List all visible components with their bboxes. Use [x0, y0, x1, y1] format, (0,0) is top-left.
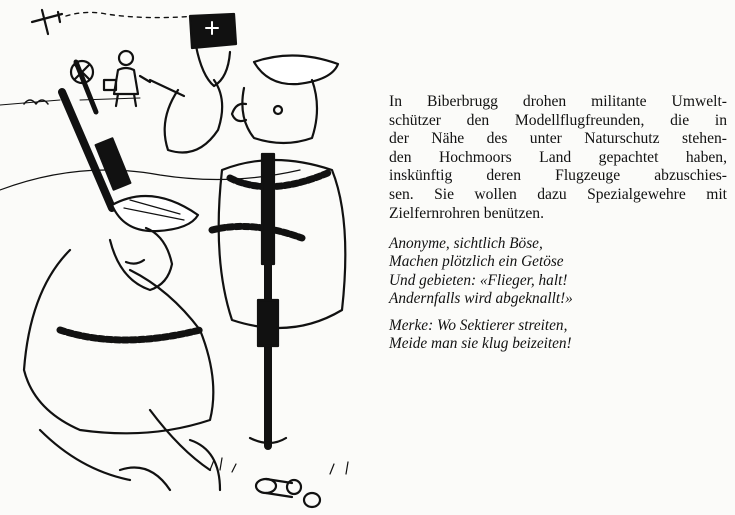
intro-paragraph — [389, 93, 727, 223]
intro-line: In Biberbrugg drohen militante Umwelt- — [389, 93, 727, 110]
verse-stanza-2 — [389, 317, 727, 353]
intro-line: inskünftig deren Flugzeuge abzuschies- — [389, 167, 727, 185]
intro-line: Zielfernrohren benützen. — [389, 204, 544, 222]
tin-cans — [256, 479, 320, 507]
verse-line: Meide man sie klug beizeiten! — [389, 335, 572, 353]
article-text — [389, 93, 727, 362]
model-airplane-icon — [32, 10, 196, 34]
standing-hunter — [212, 55, 345, 446]
verse-line: Machen plötzlich ein Getöse — [389, 253, 564, 271]
intro-line: sen. Sie wollen dazu Spezialgewehre mit — [389, 185, 727, 203]
verse-stanza-1 — [389, 235, 727, 308]
verse-line: Merke: Wo Sektierer streiten, — [389, 316, 568, 334]
intro-line: der Nähe des unter Naturschutz stehen- — [389, 130, 727, 148]
pointing-figure — [140, 14, 236, 153]
intro-line: schützer den Modellflugfreunden, die in — [389, 111, 727, 129]
verse-line: Andernfalls wird abgeknallt!» — [389, 289, 573, 307]
verse-line: Und gebieten: «Flieger, halt! — [389, 271, 568, 289]
verse-line: Anonyme, sichtlich Böse, — [389, 235, 543, 253]
intro-line: den Hochmoors Land gepachtet haben, — [389, 148, 727, 166]
kneeling-hunter — [24, 62, 220, 490]
